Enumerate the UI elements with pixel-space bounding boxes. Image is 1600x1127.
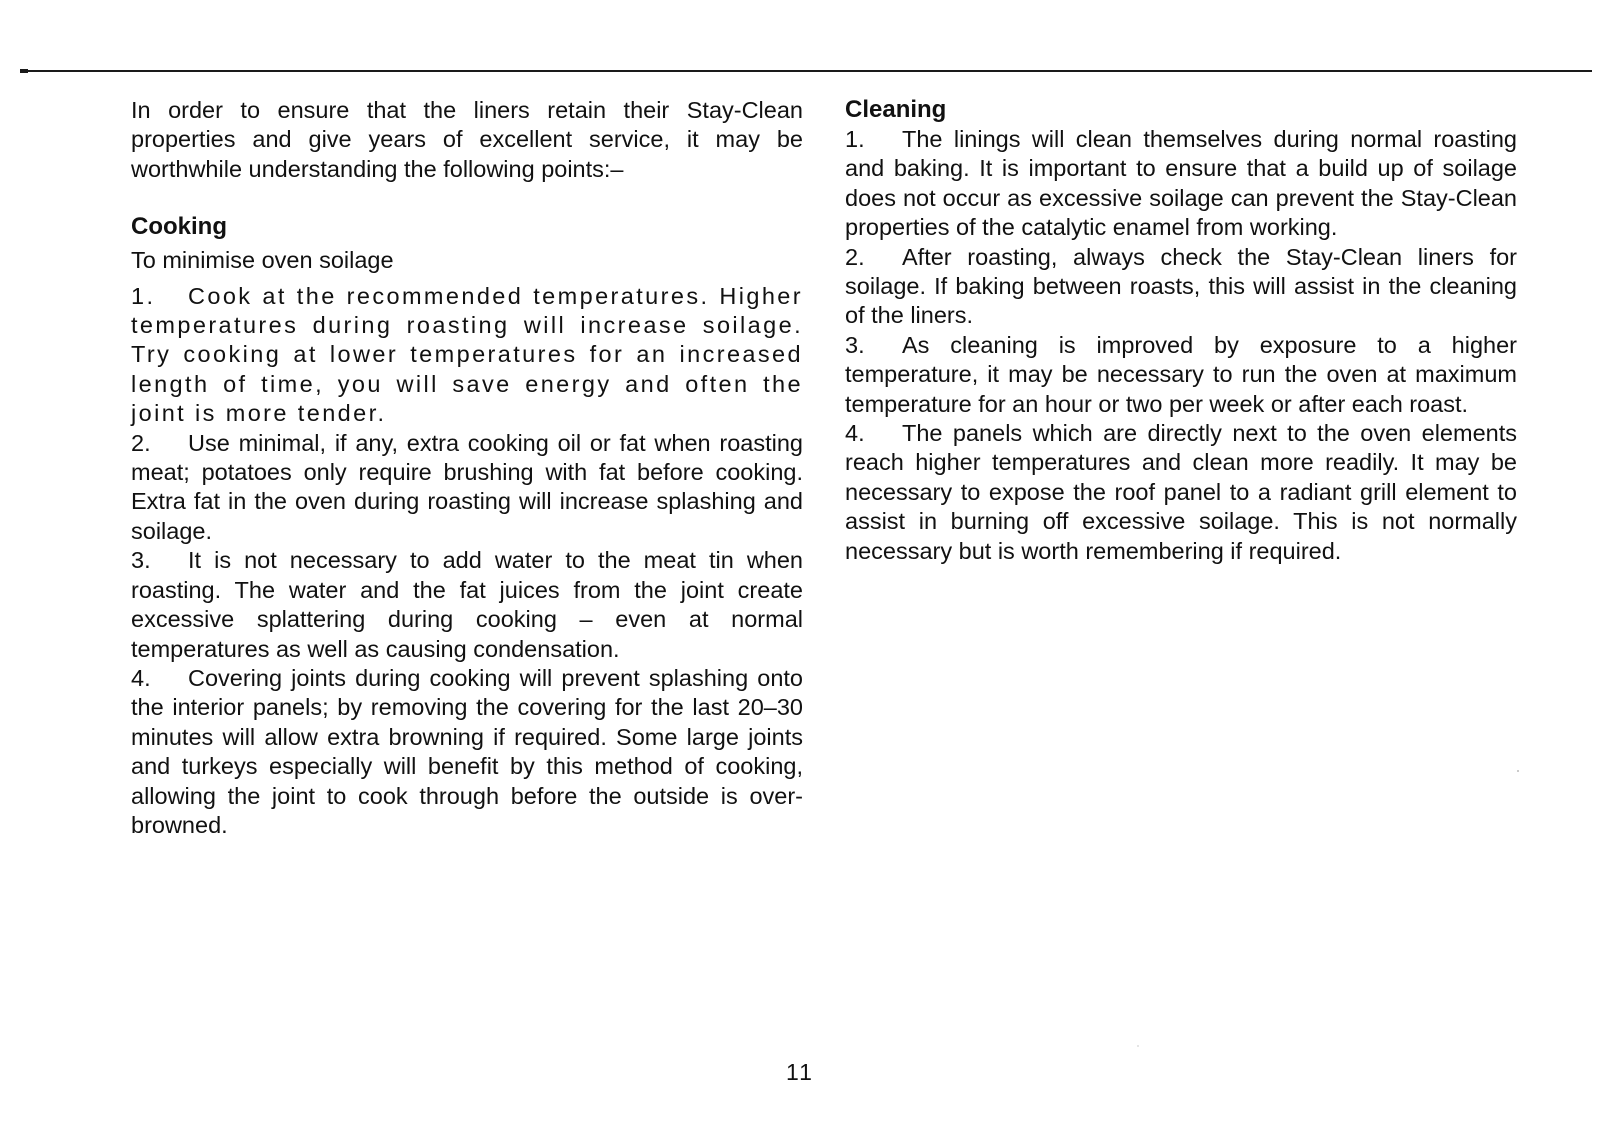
cooking-item-3 bbox=[131, 546, 803, 664]
scan-speck bbox=[1137, 1045, 1139, 1047]
cooking-item-4-number: 4. bbox=[131, 664, 151, 691]
cleaning-item-2 bbox=[845, 243, 1517, 331]
right-column bbox=[845, 95, 1517, 566]
cooking-item-4-text: Covering joints during cooking will prevent splashing onto the interior panels; by removing the covering for the last 20–30 minutes will allow extra browning if required. Some large joints and turkeys especially will benefit by this method of cooking, allowing the joint to cook through before the outside is over-browned. bbox=[131, 664, 803, 838]
cooking-item-2-number: 2. bbox=[131, 429, 151, 456]
cleaning-item-4-text: The panels which are directly next to the oven elements reach higher temperatures and clean more readily. It may be necessary to expose the roof panel to a radiant grill element to assist in burning off excessive soilage. This is not normally necessary but is worth remembering if required. bbox=[845, 420, 1517, 564]
cooking-item-2 bbox=[131, 429, 803, 547]
scan-speck bbox=[1517, 770, 1519, 772]
cleaning-item-2-text: After roasting, always check the Stay-Clean liners for soilage. If baking between roasts, this will assist in the cleaning of the liners. bbox=[845, 243, 1517, 329]
cleaning-item-1 bbox=[845, 125, 1517, 243]
cleaning-item-3-number: 3. bbox=[845, 331, 865, 358]
cooking-item-3-text: It is not necessary to add water to the meat tin when roasting. The water and the fat juices from the joint create excessive splattering during cooking – even at normal temperatures as well as causing condensation. bbox=[131, 547, 803, 662]
left-column bbox=[131, 95, 803, 840]
page-number: 11 bbox=[786, 1059, 814, 1085]
cleaning-item-3-text: As cleaning is improved by exposure to a higher temperature, it may be necessary to run the oven at maximum temperature for an hour or two per week or after each roast. bbox=[845, 331, 1517, 417]
cooking-item-4 bbox=[131, 664, 803, 840]
cooking-heading: Cooking bbox=[131, 213, 227, 241]
cooking-subheading: To minimise oven soilage bbox=[131, 247, 394, 274]
top-rule-end-mark bbox=[20, 69, 28, 73]
top-rule bbox=[22, 70, 1592, 72]
cooking-item-2-text: Use minimal, if any, extra cooking oil or fat when roasting meat; potatoes only require brushing with fat before cooking. Extra fat in the oven during roasting will increase splashing and soilage. bbox=[131, 429, 803, 544]
cleaning-item-4 bbox=[845, 419, 1517, 566]
cleaning-item-4-number: 4. bbox=[845, 420, 865, 447]
cleaning-item-1-number: 1. bbox=[845, 126, 865, 152]
intro-paragraph: In order to ensure that the liners retain their Stay-Clean properties and give years of excellent service, it may be worthwhile understanding the following points:– bbox=[131, 97, 803, 182]
cooking-item-1 bbox=[131, 282, 803, 429]
cleaning-item-1-text: The linings will clean themselves during normal roasting and baking. It is important to ensure that a build up of soilage does not occur as excessive soilage can prevent the Stay-Clean properties of the catalytic enamel from working. bbox=[845, 126, 1517, 241]
cooking-item-3-number: 3. bbox=[131, 547, 151, 574]
cleaning-item-2-number: 2. bbox=[845, 243, 865, 270]
cooking-item-1-number: 1. bbox=[131, 282, 156, 309]
cooking-item-1-text: Cook at the recommended temperatures. Higher temperatures during roasting will increase soilage. Try cooking at lower temperatures for an increased length of time, you will save energy and often the joint is more tender. bbox=[131, 282, 803, 427]
cleaning-heading: Cleaning bbox=[845, 96, 947, 123]
cleaning-item-3 bbox=[845, 331, 1517, 419]
